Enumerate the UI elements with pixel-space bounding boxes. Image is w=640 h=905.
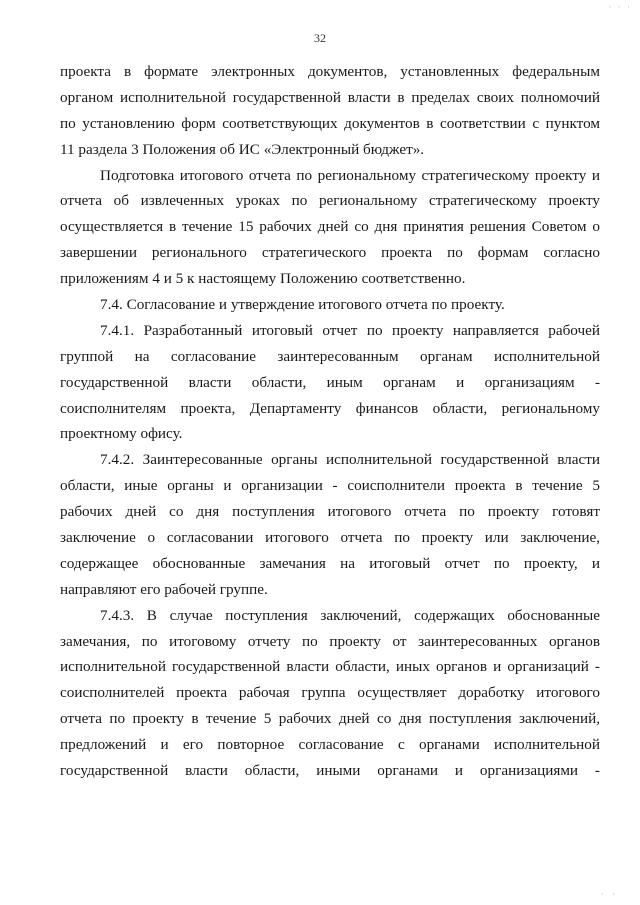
- text-line: 7.4.1. Разработанный итоговый отчет по проекту направляется рабочей: [100, 321, 600, 339]
- text-line: предложений и его повторное согласование с органами исполнительной: [60, 736, 600, 754]
- document-body: [60, 59, 600, 784]
- text-line: государственной власти области, иными органами и организациями -: [60, 762, 600, 780]
- text-line: 7.4.2. Заинтересованные органы исполнительной государственной власти: [100, 451, 600, 469]
- text-line: Подготовка итогового отчета по региональному стратегическому проекту и: [100, 166, 600, 184]
- text-line: проектному офису.: [60, 425, 183, 443]
- text-line: соисполнителей проекта рабочая группа осуществляет доработку итогового: [60, 684, 600, 702]
- text-line: группой на согласование заинтересованным органам исполнительной: [60, 347, 600, 365]
- text-line: завершении регионального стратегического проекта по формам согласно: [60, 244, 600, 262]
- text-line: 7.4. Согласование и утверждение итогового отчета по проекту.: [100, 296, 505, 314]
- text-line: соисполнителям проекта, Департаменту финансов области, региональному: [60, 399, 600, 417]
- text-line: заключение о согласовании итогового отчета по проекту или заключение,: [60, 529, 600, 547]
- text-line: рабочих дней со дня поступления итогового отчета по проекту готовят: [60, 503, 600, 521]
- scan-artifact-bottom: · ·: [600, 889, 618, 899]
- page-number: 32: [314, 31, 326, 45]
- text-line: государственной власти области, иным органам и организациям -: [60, 373, 600, 391]
- text-line: отчета об извлеченных уроках по региональному стратегическому проекту: [60, 192, 600, 210]
- text-line: по установлению форм соответствующих документов в соответствии с пунктом: [60, 114, 600, 132]
- text-line: содержащее обоснованные замечания на итоговый отчет по проекту, и: [60, 554, 600, 572]
- text-line: 11 раздела 3 Положения об ИС «Электронный бюджет».: [60, 140, 425, 158]
- text-line: осуществляется в течение 15 рабочих дней со дня принятия решения Советом о: [60, 218, 600, 236]
- text-line: проекта в формате электронных документов, установленных федеральным: [60, 63, 600, 80]
- text-line: приложениям 4 и 5 к настоящему Положению соответственно.: [60, 270, 466, 288]
- text-line: исполнительной государственной власти области, иных органов и организаций -: [60, 658, 600, 676]
- scan-artifact-top: · · ·: [608, 2, 632, 12]
- text-line: направляют его рабочей группе.: [60, 580, 268, 598]
- text-line: 7.4.3. В случае поступления заключений, содержащих обоснованные: [100, 606, 600, 624]
- text-line: области, иные органы и организации - соисполнители проекта в течение 5: [60, 477, 600, 495]
- text-line: замечания, по итоговому отчету по проекту от заинтересованных органов: [60, 632, 600, 650]
- text-line: органом исполнительной государственной власти в пределах своих полномочий: [60, 88, 600, 106]
- text-line: отчета по проекту в течение 5 рабочих дней со дня поступления заключений,: [60, 710, 600, 728]
